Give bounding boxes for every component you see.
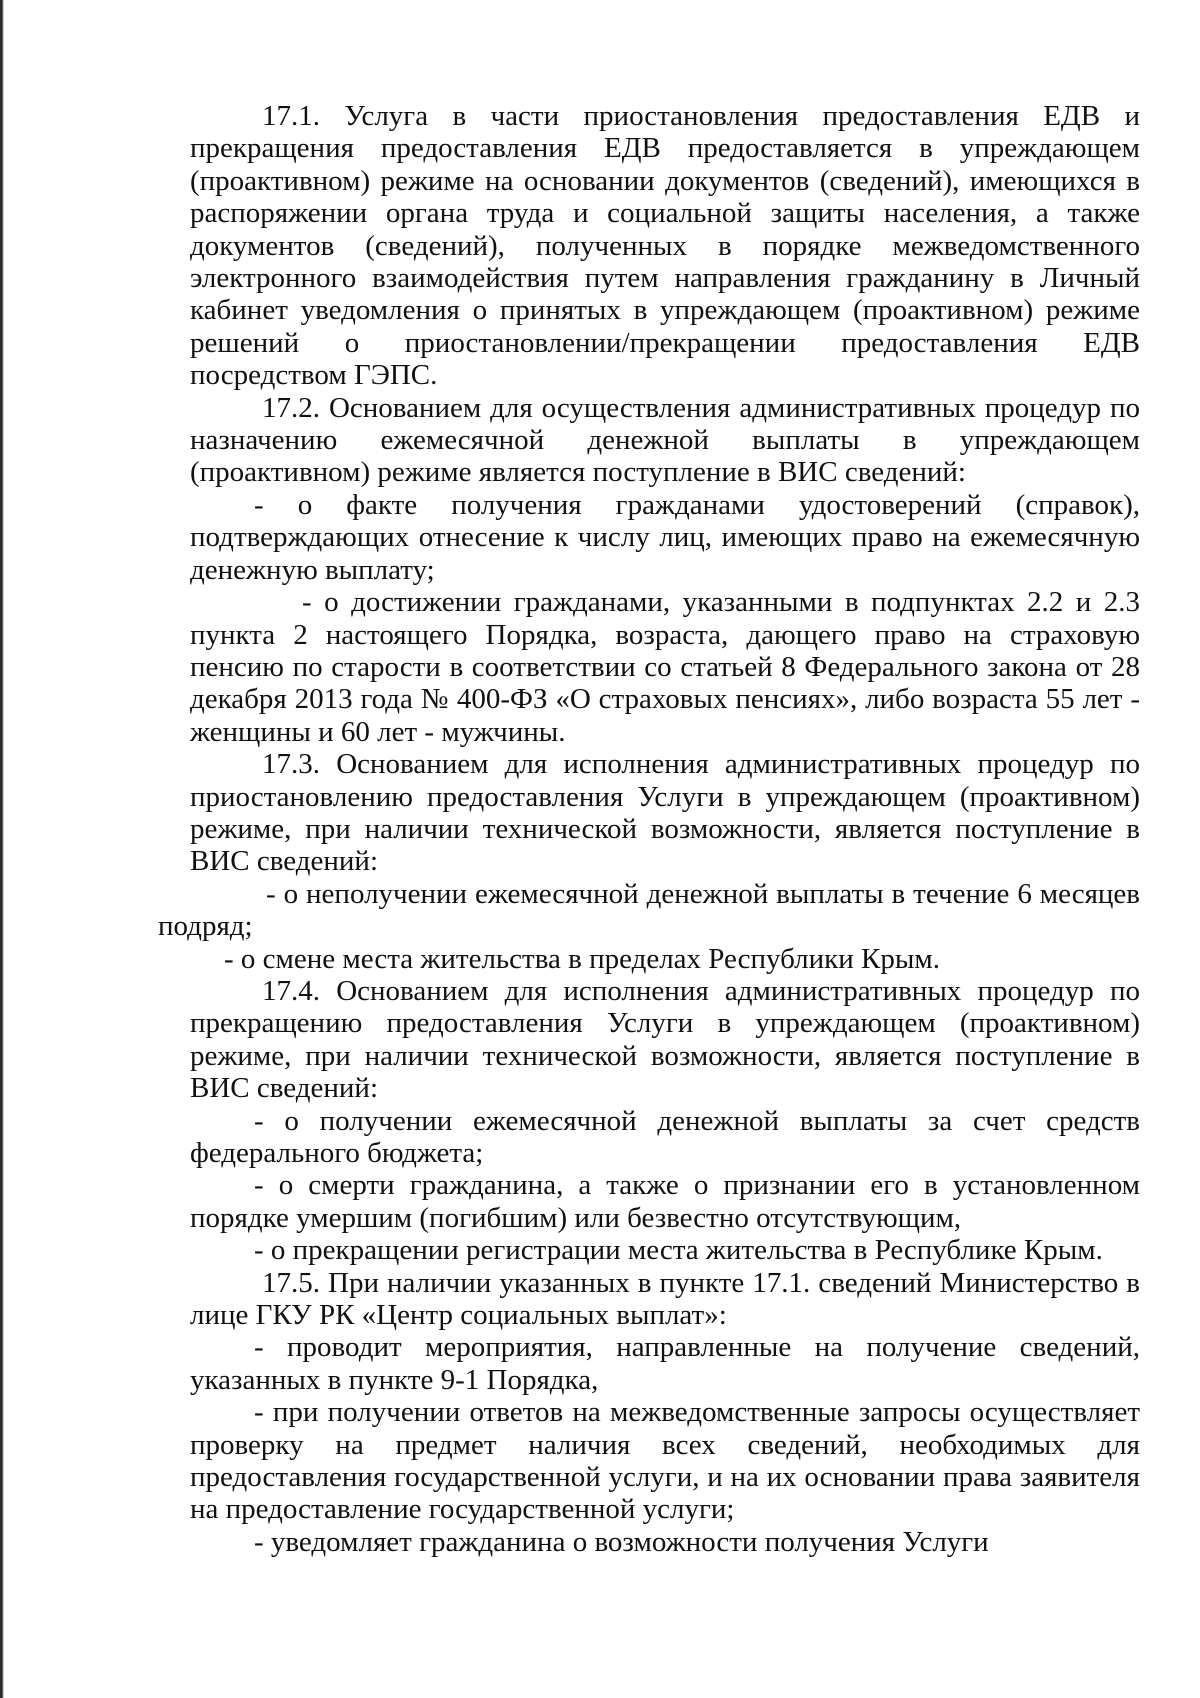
list-item: - о смене места жительства в пределах Республики Крым. (224, 942, 940, 975)
list-item: - при получении ответов на межведомственные запросы осуществляет проверку на предмет наличия всех сведений, необходимых для предоставления государственной услуги, и на их основании права заявителя на предоставление государственной услуги; (190, 1396, 1140, 1526)
paragraph-17-5: 17.5. При наличии указанных в пункте 17.1. сведений Министерство в лице ГКУ РК «Центр социальных выплат»: (190, 1266, 1140, 1332)
list-item: - о прекращении регистрации места жительства в Республике Крым. (254, 1234, 1103, 1267)
scan-edge (0, 0, 4, 1698)
document-body (158, 100, 1140, 1558)
list-item: - проводит мероприятия, направленные на получение сведений, указанных в пункте 9-1 Порядка, (190, 1331, 1140, 1396)
list-item: - уведомляет гражданина о возможности получения Услуги (254, 1525, 989, 1558)
paragraph-17-1: 17.1. Услуга в части приостановления предоставления ЕДВ и прекращения предоставления ЕДВ предоставляется в упреждающем (проактивном) режиме на основании документов (сведений), имеющихся в распоряжении органа труда и социальной защиты населения, а также документов (сведений), полученных в порядке межведомственного электронного взаимодействия путем направления гражданину в Личный кабинет уведомления о принятых в упреждающем (проактивном) режиме решений о приостановлении/прекращении предоставления ЕДВ посредством ГЭПС. (190, 100, 1140, 392)
list-item: - о неполучении ежемесячной денежной выплаты в течение 6 месяцев подряд; (158, 877, 1140, 943)
paragraph-17-4: 17.4. Основанием для исполнения административных процедур по прекращению предоставления Услуги в упреждающем (проактивном) режиме, при наличии технической возможности, является поступление в ВИС сведений: (190, 974, 1140, 1105)
list-item: - о достижении гражданами, указанными в подпунктах 2.2 и 2.3 пункта 2 настоящего Порядка, возраста, дающего право на страховую пенсию по старости в соответствии со статьей 8 Федерального закона от 28 декабря 2013 года № 400-ФЗ «О страховых пенсиях», либо возраста 55 лет - женщины и 60 лет - мужчины. (190, 586, 1140, 748)
list-item: - о факте получения гражданами удостоверений (справок), подтверждающих отнесение к числу лиц, имеющих право на ежемесячную денежную выплату; (190, 488, 1140, 586)
paragraph-17-3: 17.3. Основанием для исполнения административных процедур по приостановлению предоставления Услуги в упреждающем (проактивном) режиме, при наличии технической возможности, является поступление в ВИС сведений: (190, 748, 1140, 878)
paragraph-17-2: 17.2. Основанием для осуществления административных процедур по назначению ежемесячной денежной выплаты в упреждающем (проактивном) режиме является поступление в ВИС сведений: (190, 391, 1140, 489)
list-item: - о смерти гражданина, а также о признании его в установленном порядке умершим (погибшим) или безвестно отсутствующим, (190, 1169, 1140, 1234)
list-item: - о получении ежемесячной денежной выплаты за счет средств федерального бюджета; (190, 1104, 1140, 1169)
